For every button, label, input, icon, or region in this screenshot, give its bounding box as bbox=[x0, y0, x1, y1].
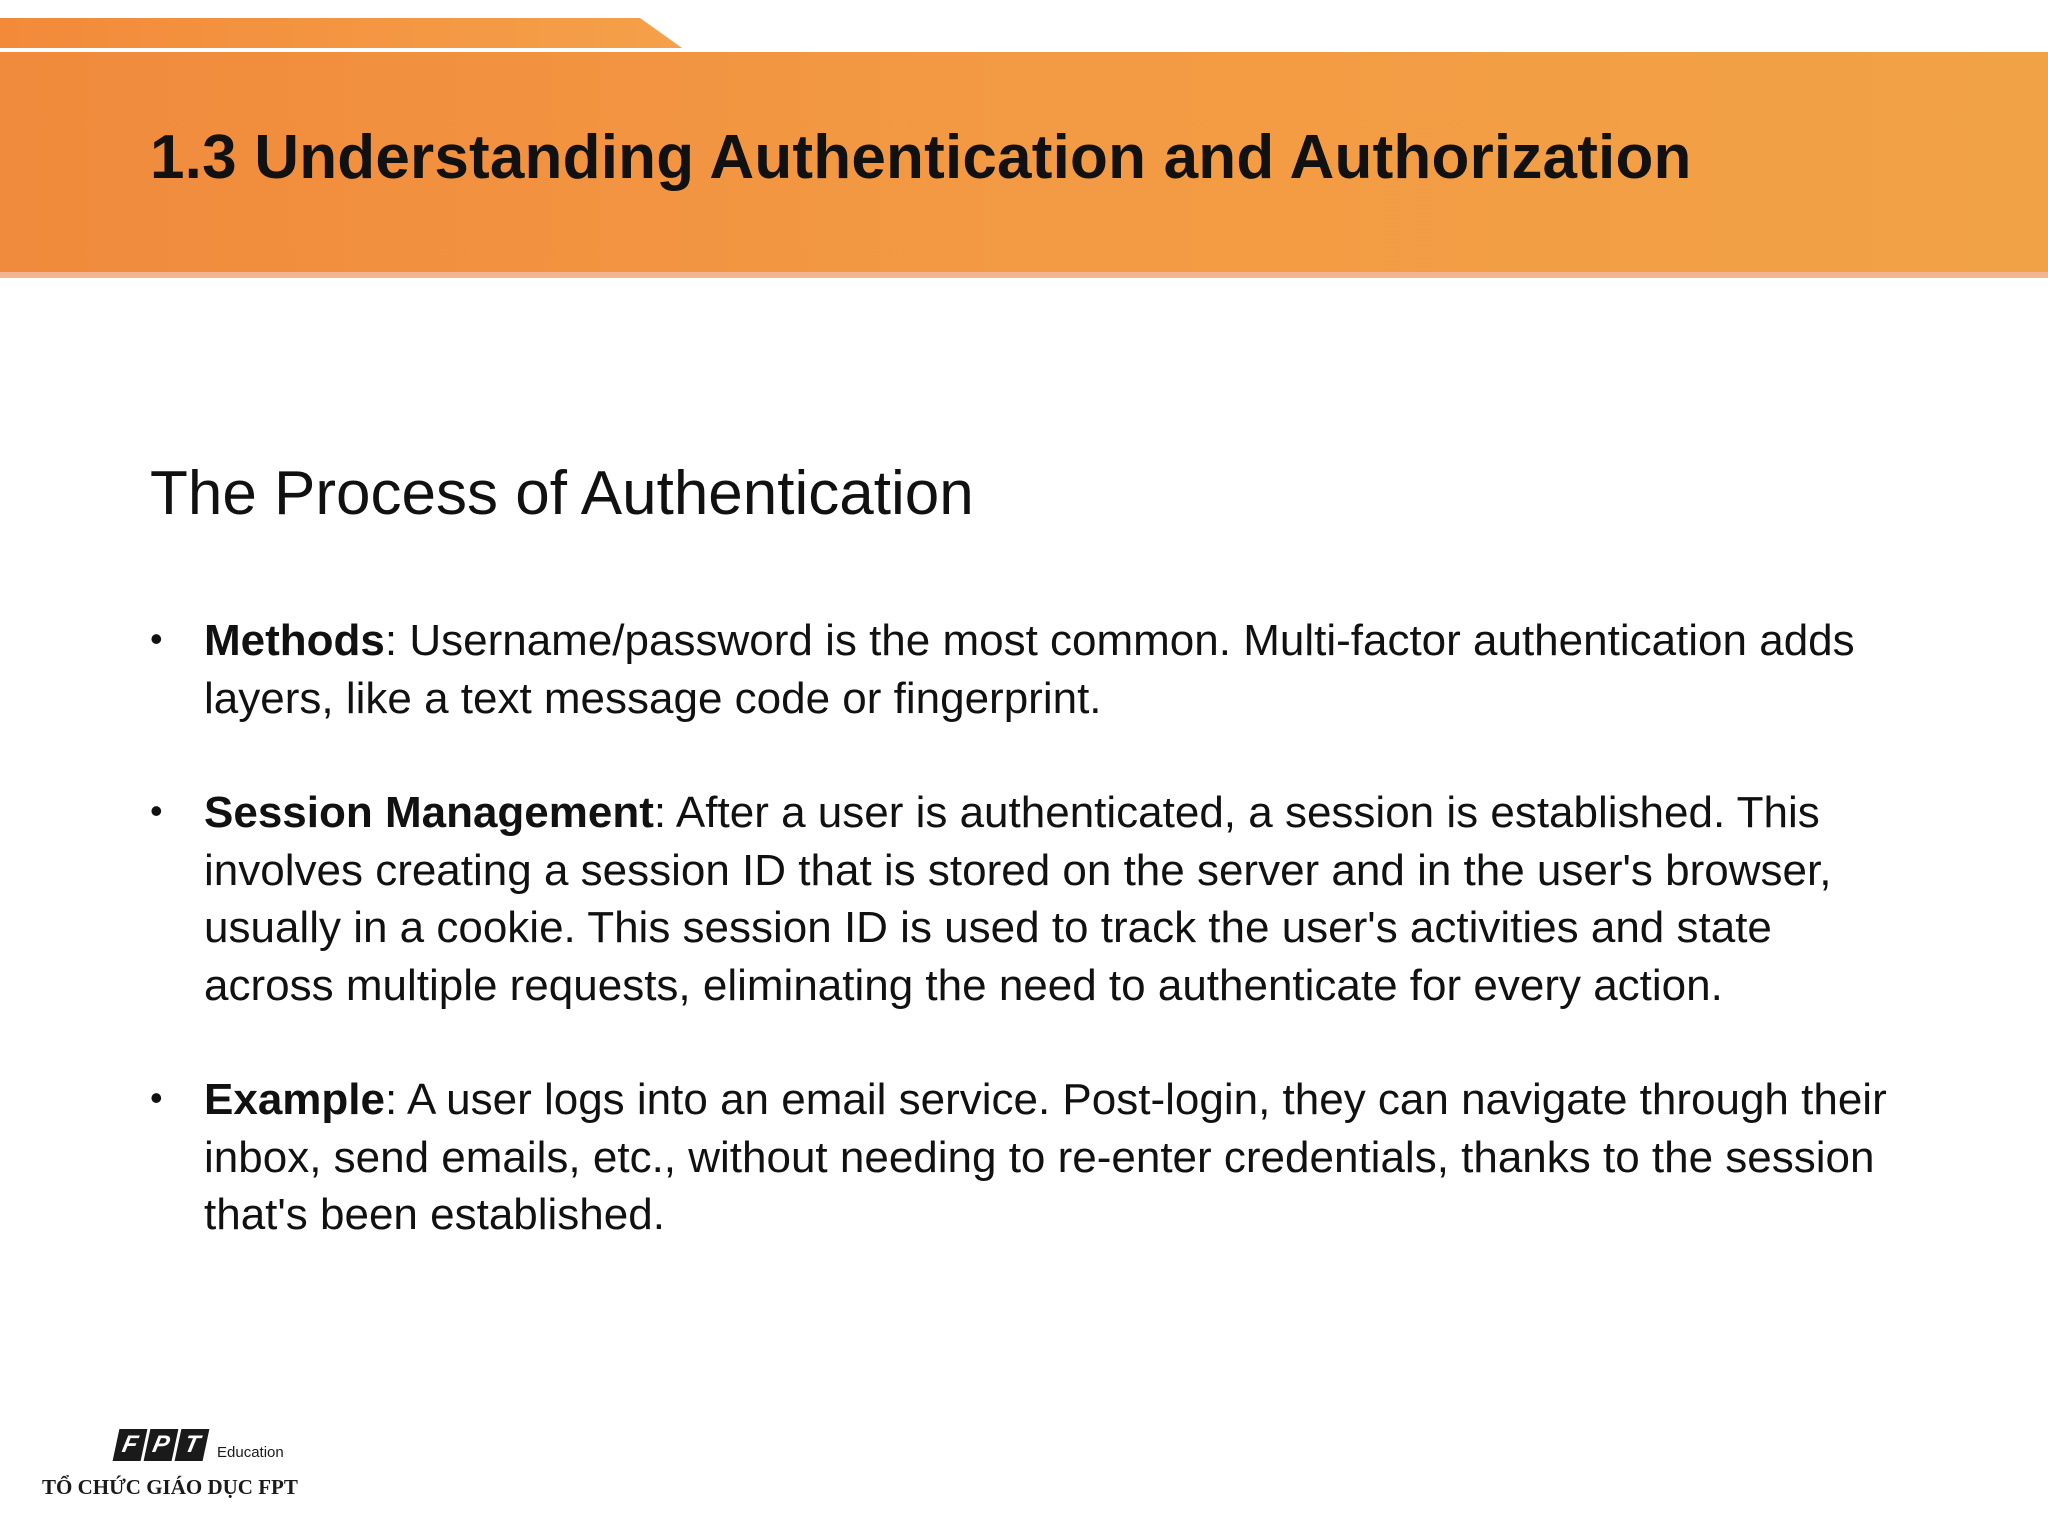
bullet-term: Example bbox=[204, 1075, 385, 1124]
bullet-term: Methods bbox=[204, 616, 385, 665]
bullet-list bbox=[150, 612, 1910, 1301]
bullet-item-example bbox=[150, 1071, 1910, 1244]
fpt-education-logo bbox=[42, 1425, 342, 1505]
fpt-logo-letter: F bbox=[113, 1429, 148, 1461]
bullet-item-methods bbox=[150, 612, 1910, 727]
bullet-term: Session Management bbox=[204, 788, 654, 837]
fpt-logo-subtitle: Education bbox=[217, 1444, 284, 1461]
slide-title: 1.3 Understanding Authentication and Authorization bbox=[150, 123, 1692, 192]
header-accent-tab bbox=[0, 18, 682, 48]
fpt-logo-letter: P bbox=[144, 1429, 179, 1461]
bullet-text: : Username/password is the most common. Multi-factor authentication adds layers, like a text message code or fingerprint. bbox=[204, 616, 1855, 723]
bullet-text: : A user logs into an email service. Post-login, they can navigate through their inbox, send emails, etc., without needing to re-enter credentials, thanks to the session that's been established. bbox=[204, 1075, 1887, 1239]
bullet-text: : After a user is authenticated, a session is established. This involves creating a session ID that is stored on the server and in the user's browser, usually in a cookie. This session ID is used to track the user's activities and state across multiple requests, eliminating the need to authenticate for every action. bbox=[204, 788, 1832, 1010]
bullet-item-session-management bbox=[150, 784, 1910, 1014]
organization-name: TỔ CHỨC GIÁO DỤC FPT bbox=[42, 1475, 298, 1499]
bullet-dot-icon: • bbox=[150, 618, 163, 659]
fpt-logo-letter: T bbox=[175, 1429, 210, 1461]
fpt-logo-mark bbox=[116, 1425, 284, 1465]
bullet-dot-icon: • bbox=[150, 1077, 163, 1118]
bullet-dot-icon: • bbox=[150, 790, 163, 831]
section-heading: The Process of Authentication bbox=[150, 459, 974, 528]
